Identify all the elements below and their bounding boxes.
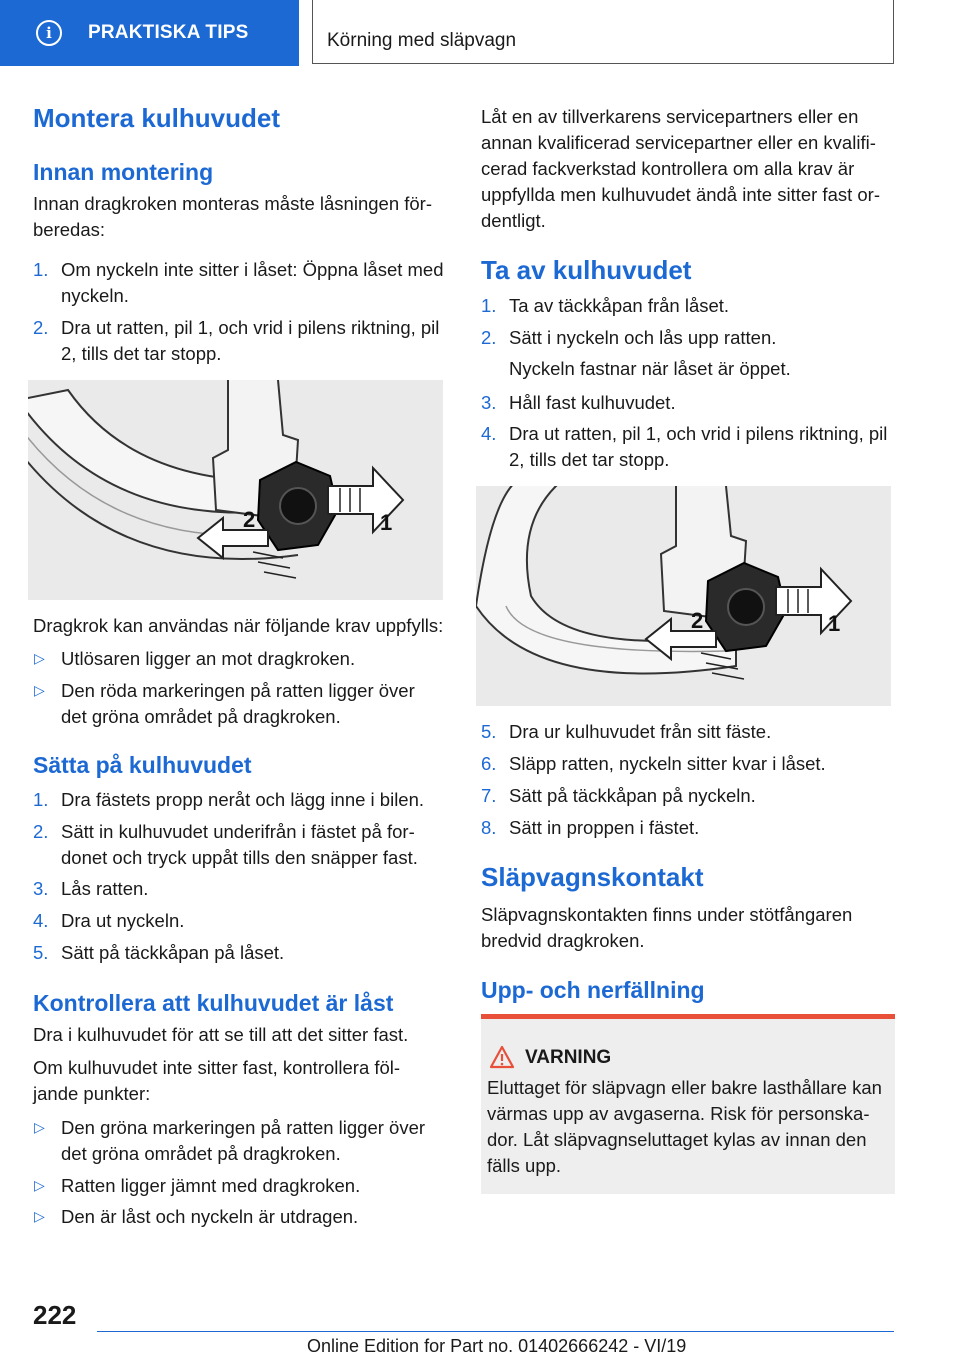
tow-hitch-illustration <box>476 486 891 706</box>
list-item: 1. Ta av täckkåpan från låset. <box>481 295 730 316</box>
paragraph-if-not-fixed: Om kulhuvudet inte sitter fast, kontrollera föl-jande punkter: <box>33 1057 401 1104</box>
list-item: 4. Dra ut nyckeln. <box>33 910 185 931</box>
list-item: 3. Håll fast kulhuvudet. <box>481 392 676 413</box>
bullet-triangle-icon: ▷ <box>34 683 45 699</box>
list-item: 6. Släpp ratten, nyckeln sitter kvar i låset. <box>481 753 826 774</box>
warning-box <box>481 1014 895 1194</box>
list-item: ▷ Den röda markeringen på ratten ligger över det gröna området på dragkroken. <box>34 680 415 727</box>
heading-check-locked: Kontrollera att kulhuvudet är låst <box>33 990 394 1016</box>
header-tab-label: PRAKTISKA TIPS <box>88 22 249 43</box>
list-item: 5. Dra ur kulhuvudet från sitt fäste. <box>481 721 772 742</box>
list-item: 3. Lås ratten. <box>33 878 149 899</box>
bullet-triangle-icon: ▷ <box>34 1120 45 1136</box>
list-item: 7. Sätt på täckkåpan på nyckeln. <box>481 785 756 806</box>
heading-mount-ball: Montera kulhuvudet <box>33 103 281 133</box>
heading-before-mounting: Innan montering <box>33 159 214 185</box>
arrow-rotate-icon <box>198 518 268 558</box>
list-item: ▷ Den är låst och nyckeln är utdragen. <box>33 1204 445 1230</box>
header-title-box <box>312 0 894 64</box>
list-item: ▷ Den gröna markeringen på ratten ligger över det gröna området på dragkroken. <box>34 1117 426 1164</box>
list-item: 2. Sätt i nyckeln och lås upp ratten. <box>481 327 777 348</box>
list-item: 2. Dra ut ratten, pil 1, och vrid i pilens riktning, pil 2, tills det tar stopp. <box>33 317 440 364</box>
list-item: 4. Dra ut ratten, pil 1, och vrid i pilens riktning, pil 2, tills det tar stopp. <box>481 423 888 470</box>
tow-hitch-illustration <box>28 380 443 600</box>
warning-triangle-icon <box>489 1045 515 1069</box>
page-number: 222 <box>33 1300 77 1330</box>
heading-fold: Upp- och nerfällning <box>481 977 705 1003</box>
paragraph-requirements: Dragkrok kan användas när följande krav uppfylls: <box>33 615 444 636</box>
warning-heading: VARNING <box>525 1047 612 1068</box>
list-item: 2. Sätt in kulhuvudet underifrån i fästet på for-donet och tryck uppåt tills den snäpper fast. <box>33 821 418 868</box>
figure-tow-hitch-unlock <box>28 380 443 600</box>
paragraph-pull-check: Dra i kulhuvudet för att se till att det sitter fast. <box>33 1024 409 1045</box>
heading-trailer-socket: Släpvagnskontakt <box>481 862 704 892</box>
bullet-triangle-icon: ▷ <box>34 1209 45 1225</box>
heading-remove-ball: Ta av kulhuvudet <box>481 255 692 285</box>
figure-label-2: 2 <box>243 507 256 532</box>
figure-label-1: 1 <box>380 510 393 535</box>
paragraph-key-note: Nyckeln fastnar när låset är öppet. <box>509 358 791 379</box>
info-icon: i <box>36 20 62 46</box>
bullet-triangle-icon: ▷ <box>34 651 45 667</box>
paragraph-socket-location: Släpvagnskontakten finns under stötfångaren bredvid dragkroken. <box>481 904 853 951</box>
heading-attach-ball: Sätta på kulhuvudet <box>33 752 252 778</box>
header-section-tab <box>0 0 299 66</box>
section-title: Körning med släpvagn <box>327 30 517 51</box>
list-item: 5. Sätt på täckkåpan på låset. <box>33 942 285 963</box>
figure-label-2: 2 <box>691 608 704 633</box>
list-item: 1. Dra fästets propp neråt och lägg inne i bilen. <box>33 789 425 810</box>
list-item: ▷ Ratten ligger jämnt med dragkroken. <box>33 1173 445 1199</box>
list-item: 1. Om nyckeln inte sitter i låset: Öppna låset med nyckeln. <box>33 259 444 306</box>
footer-divider <box>97 1331 894 1332</box>
bullet-triangle-icon: ▷ <box>34 1178 45 1194</box>
list-item: ▷ Utlösaren ligger an mot dragkroken. <box>33 646 445 672</box>
list-item: 8. Sätt in proppen i fästet. <box>481 817 700 838</box>
warning-text: Eluttaget för släpvagn eller bakre lasthållare kan värmas upp av avgaserna. Risk för personska-dor. Låt släpvagnseluttaget kylas av innan den fälls upp. <box>487 1077 882 1176</box>
footer-edition: Online Edition for Part no. 01402666242 - VI/19 <box>307 1336 687 1356</box>
figure-label-1: 1 <box>828 611 841 636</box>
figure-tow-hitch-remove <box>476 486 891 706</box>
paragraph-service-check: Låt en av tillverkarens servicepartners eller en annan kvalificerad servicepartner eller en kvalifi-cerad fackverkstad kontrollera om alla krav är uppfyllda men kulhuvudet ändå inte sitter fast or-dentligt. <box>481 106 881 231</box>
paragraph-intro: Innan dragkroken monteras måste låsningen för-beredas: <box>33 193 432 240</box>
